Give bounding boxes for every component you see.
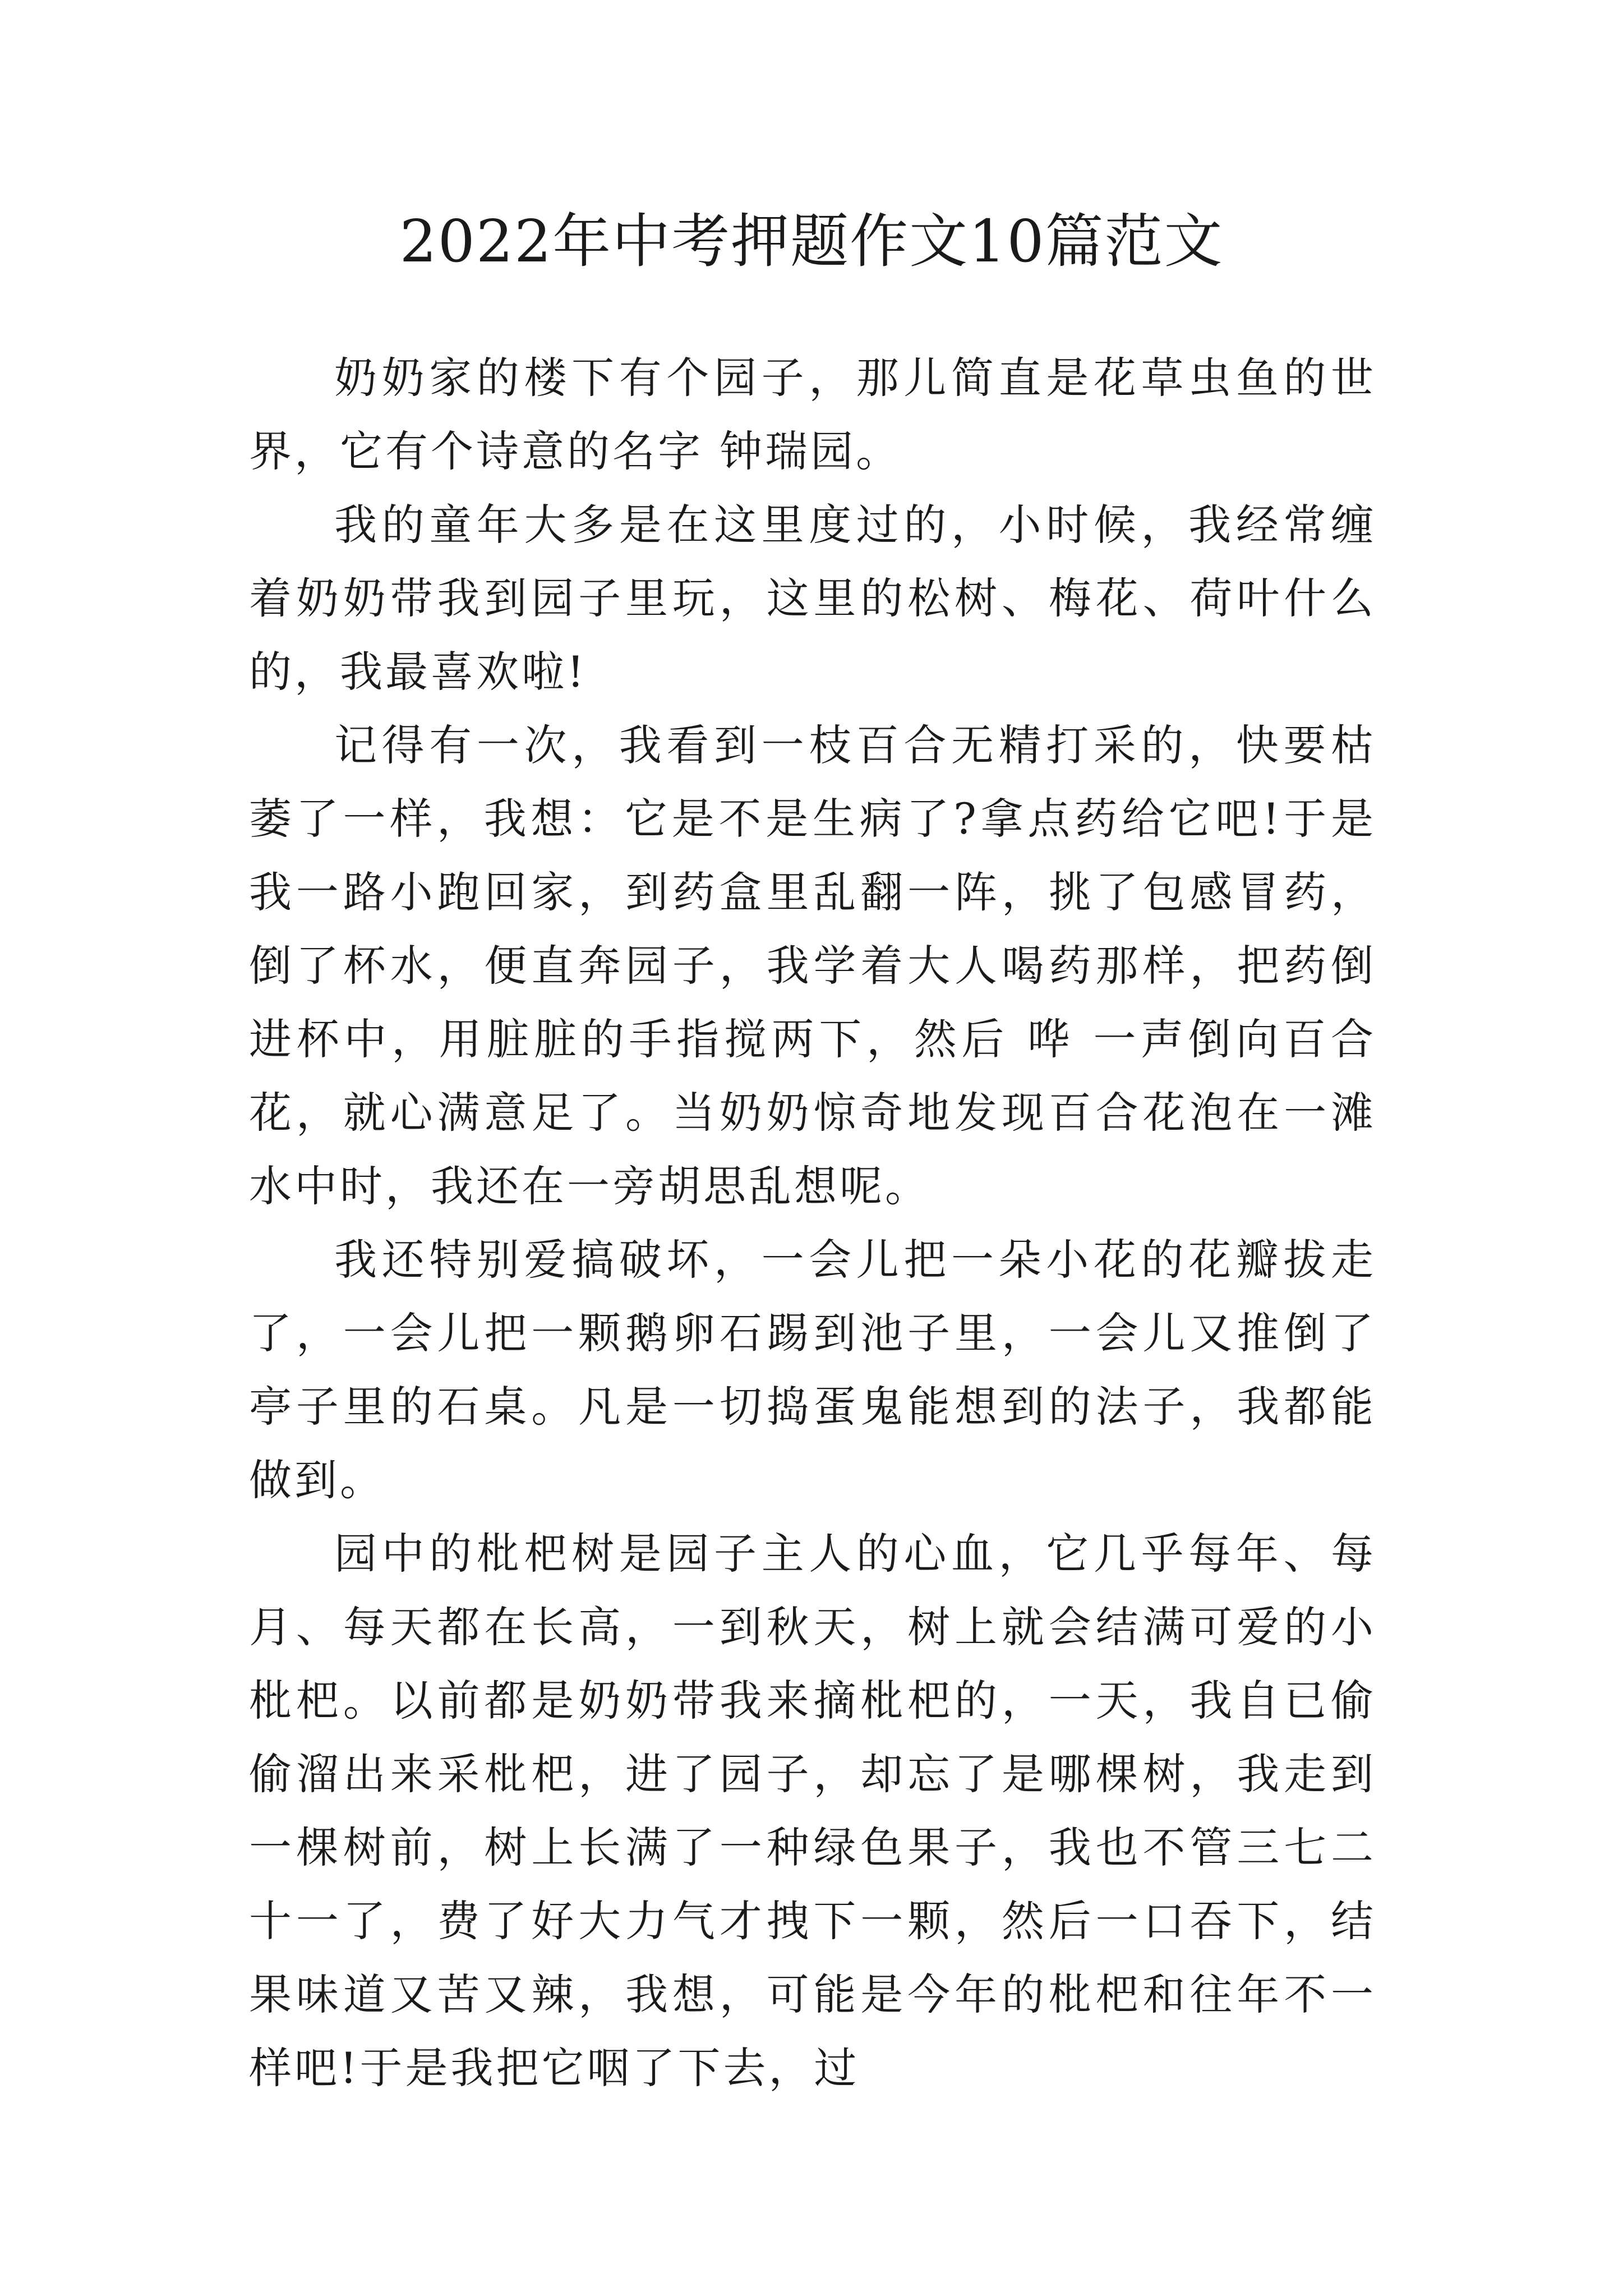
paragraph-4: 我还特别爱搞破坏，一会儿把一朵小花的花瓣拔走了，一会儿把一颗鹅卵石踢到池子里，一会儿又推倒了亭子里的石桌。凡是一切捣蛋鬼能想到的法子，我都能做到。 [249,1235,1376,1505]
paragraph-1: 奶奶家的楼下有个园子，那儿简直是花草虫鱼的世界，它有个诗意的名字 钟瑞园。 [249,353,1376,476]
paragraph-2: 我的童年大多是在这里度过的，小时候，我经常缠着奶奶带我到园子里玩，这里的松树、梅花、荷叶什么的，我最喜欢啦! [249,500,1376,697]
paragraph-3: 记得有一次，我看到一枝百合无精打采的，快要枯萎了一样，我想：它是不是生病了?拿点药给它吧!于是我一路小跑回家，到药盒里乱翻一阵，挑了包感冒药，倒了杯水，便直奔园子，我学着大人喝药那样，把药倒进杯中，用脏脏的手指搅两下，然后 哗 一声倒向百合花，就心满意足了。当奶奶惊奇地发现百合花泡在一滩水中时，我还在一旁胡思乱想呢。 [249,720,1376,1211]
document-body [249,341,1376,2105]
paragraph-5: 园中的枇杷树是园子主人的心血，它几乎每年、每月、每天都在长高，一到秋天，树上就会结满可爱的小枇杷。以前都是奶奶带我来摘枇杷的，一天，我自已偷偷溜出来采枇杷，进了园子，却忘了是哪棵树，我走到一棵树前，树上长满了一种绿色果子，我也不管三七二十一了，费了好大力气才拽下一颗，然后一口吞下，结果味道又苦又辣，我想，可能是今年的枇杷和往年不一样吧!于是我把它咽了下去，过 [249,1529,1376,2093]
document-title: 2022年中考押题作文10篇范文 [399,207,1224,275]
